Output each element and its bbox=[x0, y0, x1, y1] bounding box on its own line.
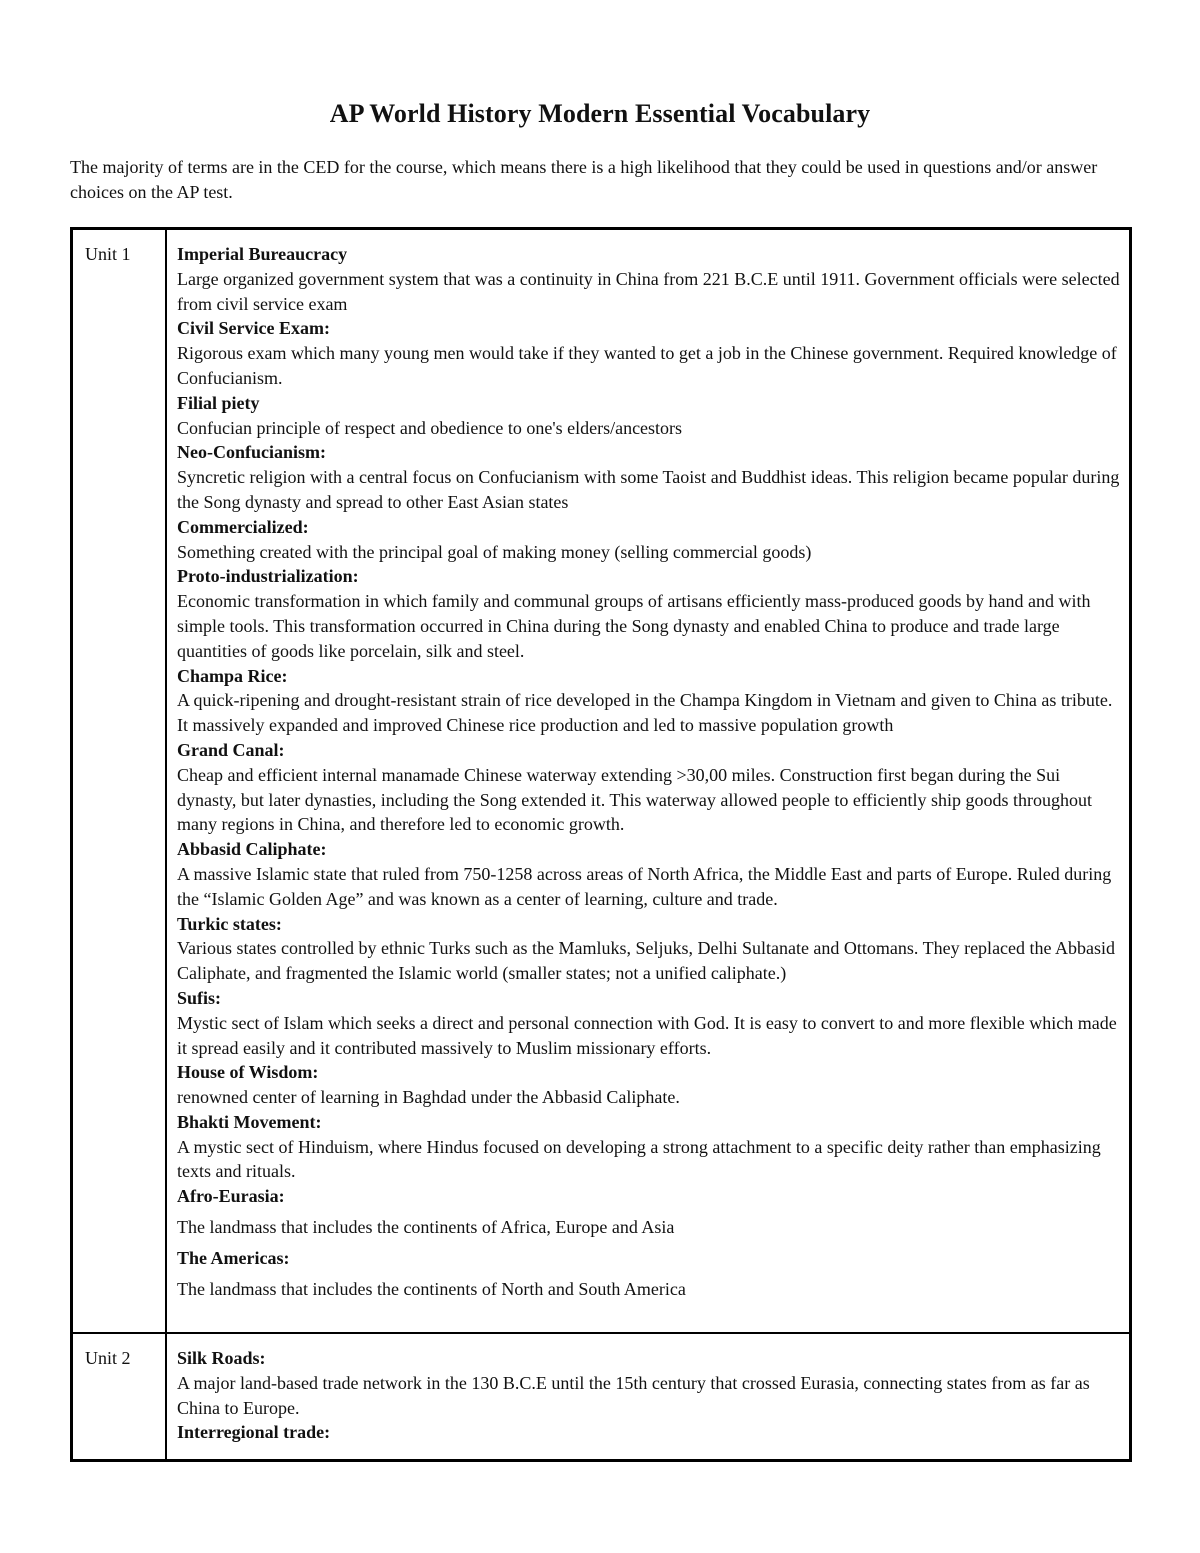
term-heading: Filial piety bbox=[177, 392, 260, 413]
unit-label: Unit 1 bbox=[72, 229, 167, 1334]
unit-terms bbox=[166, 1333, 1131, 1461]
term-heading: House of Wisdom: bbox=[177, 1062, 319, 1083]
term-definition: A massive Islamic state that ruled from 750-1258 across areas of North Africa, the Middle East and parts of Europe. Ruled during the “Islamic Golden Age” and was known as a center of learning, culture and trade. bbox=[177, 863, 1112, 909]
term-definition: Cheap and efficient internal manamade Chinese waterway extending >30,00 miles. Construction first began during the Sui dynasty, but later dynasties, including the Song extended it. This waterway allowed people to efficiently ship goods throughout many regions in China, and therefore led to economic growth. bbox=[177, 764, 1092, 835]
unit-row bbox=[72, 229, 1131, 1334]
document-title: AP World History Modern Essential Vocabulary bbox=[329, 99, 871, 128]
vocabulary-table bbox=[70, 227, 1132, 1462]
term-heading: Afro-Eurasia: bbox=[177, 1186, 285, 1207]
term-definition: Syncretic religion with a central focus on Confucianism with some Taoist and Buddhist ideas. This religion became popular during the Song dynasty and spread to other East Asian states bbox=[177, 467, 1120, 512]
term-heading: Silk Roads: bbox=[177, 1348, 266, 1368]
term-heading: Abbasid Caliphate: bbox=[177, 839, 327, 860]
term-definition: Economic transformation in which family and communal groups of artisans efficiently mass-produced goods by hand and with simple tools. This transformation occurred in China during the Song dynasty and enabled China to produce and trade large quantities of goods like porcelain, silk and steel. bbox=[177, 591, 1091, 661]
term-definition: Something created with the principal goal of making money (selling commercial goods) bbox=[177, 541, 812, 562]
term-definition: A quick-ripening and drought-resistant strain of rice developed in the Champa Kingdom in Vietnam and given to China as tribute. It massively expanded and improved Chinese rice production and led to massive population growth bbox=[177, 690, 1113, 736]
term-heading: Civil Service Exam: bbox=[177, 318, 330, 339]
term-definition: The landmass that includes the continents of North and South America bbox=[177, 1278, 686, 1299]
term-definition: A mystic sect of Hinduism, where Hindus focused on developing a strong attachment to a specific deity rather than emphasizing texts and rituals. bbox=[177, 1136, 1101, 1182]
term-heading: Champa Rice: bbox=[177, 665, 288, 686]
term-heading: The Americas: bbox=[177, 1247, 290, 1268]
term-definition: The landmass that includes the continents of Africa, Europe and Asia bbox=[177, 1217, 675, 1238]
unit-label: Unit 2 bbox=[72, 1333, 167, 1461]
term-definition: Large organized government system that was a continuity in China from 221 B.C.E until 1911. Government officials were selected from civil service exam bbox=[177, 268, 1120, 314]
term-heading: Sufis: bbox=[177, 987, 222, 1008]
term-definition: renowned center of learning in Baghdad under the Abbasid Caliphate. bbox=[177, 1087, 680, 1108]
term-definition: Mystic sect of Islam which seeks a direct and personal connection with God. It is easy to convert to and more flexible which made it spread easily and it contributed massively to Muslim missionary efforts. bbox=[177, 1012, 1117, 1058]
intro-paragraph: The majority of terms are in the CED for the course, which means there is a high likelihood that they could be used in questions and/or answer choices on the AP test. bbox=[70, 157, 1098, 202]
term-heading: Imperial Bureaucracy bbox=[177, 244, 348, 264]
term-definition: Rigorous exam which many young men would take if they wanted to get a job in the Chinese government. Required knowledge of Confucianism. bbox=[177, 343, 1117, 388]
term-definition: Confucian principle of respect and obedience to one's elders/ancestors bbox=[177, 417, 683, 438]
term-heading: Commercialized: bbox=[177, 516, 309, 537]
term-heading: Neo-Confucianism: bbox=[177, 442, 326, 463]
term-heading: Bhakti Movement: bbox=[177, 1111, 322, 1132]
term-heading: Grand Canal: bbox=[177, 739, 285, 760]
unit-row bbox=[72, 1333, 1131, 1461]
term-definition: A major land-based trade network in the 130 B.C.E until the 15th century that crossed Eurasia, connecting states from as far as China to Europe. bbox=[177, 1372, 1090, 1418]
term-heading: Proto-industrialization: bbox=[177, 566, 359, 587]
term-heading: Interregional trade: bbox=[177, 1422, 331, 1443]
term-heading: Turkic states: bbox=[177, 913, 282, 934]
unit-terms bbox=[166, 229, 1131, 1334]
term-definition: Various states controlled by ethnic Turks such as the Mamluks, Seljuks, Delhi Sultanate and Ottomans. They replaced the Abbasid Caliphate, and fragmented the Islamic world (smaller states; not a unified caliphate.) bbox=[177, 938, 1116, 984]
